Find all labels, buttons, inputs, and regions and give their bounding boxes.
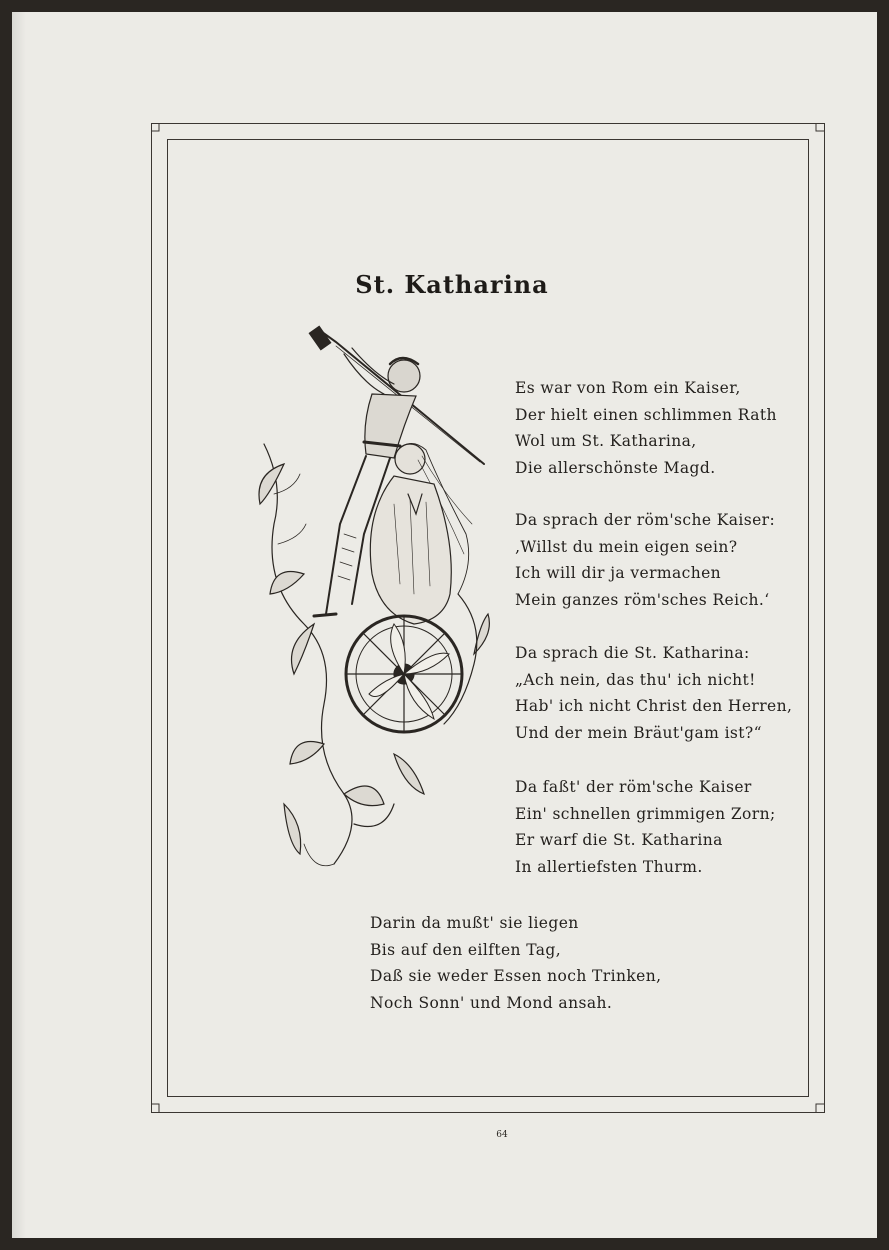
verse-line: Ein' schnellen grimmigen Zorn;	[515, 804, 776, 823]
corner-ornament-icon	[808, 1096, 824, 1112]
corner-ornament-icon	[151, 123, 167, 139]
verse-line: Da sprach die St. Katharina:	[515, 644, 750, 662]
verse-line: Mein ganzes röm'sches Reich.‘	[515, 590, 770, 609]
stanza-1	[515, 375, 777, 481]
verse-line: Es war von Rom ein Kaiser,	[515, 379, 741, 397]
book-page	[12, 12, 877, 1238]
stanza-4	[515, 774, 776, 880]
verse-line: Da sprach der röm'sche Kaiser:	[515, 511, 776, 529]
verse-line: Wol um St. Katharina,	[515, 432, 697, 450]
verse-line: ‚Willst du mein eigen sein?	[515, 537, 738, 556]
poem-title: St. Katharina	[355, 270, 549, 299]
verse-line: Bis auf den eilften Tag,	[370, 940, 562, 959]
stanza-3	[515, 640, 792, 746]
verse-line: Darin da mußt' sie liegen	[370, 914, 579, 932]
stanza-2	[515, 507, 775, 613]
corner-ornament-icon	[151, 1096, 167, 1112]
verse-line: Er warf die St. Katharina	[515, 831, 723, 849]
verse-line: Und der mein Bräut'gam ist?“	[515, 723, 762, 742]
verse-line: Daß sie weder Essen noch Trinken,	[370, 967, 662, 985]
verse-line: Die allerschönste Magd.	[515, 458, 716, 477]
verse-line: „Ach nein, das thu' ich nicht!	[515, 670, 756, 689]
corner-ornament-icon	[808, 123, 824, 139]
verse-line: Ich will dir ja vermachen	[515, 564, 722, 582]
page-number: 64	[496, 1130, 508, 1140]
page-edge-shadow	[12, 12, 26, 1238]
engraving-illustration-icon	[244, 324, 506, 884]
verse-line: Da faßt' der röm'sche Kaiser	[515, 778, 752, 796]
stanza-5	[370, 910, 661, 1016]
verse-line: Der hielt einen schlimmen Rath	[515, 405, 777, 424]
verse-line: Noch Sonn' und Mond ansah.	[370, 993, 613, 1012]
verse-line: In allertiefsten Thurm.	[515, 857, 703, 876]
verse-line: Hab' ich nicht Christ den Herren,	[515, 697, 793, 715]
